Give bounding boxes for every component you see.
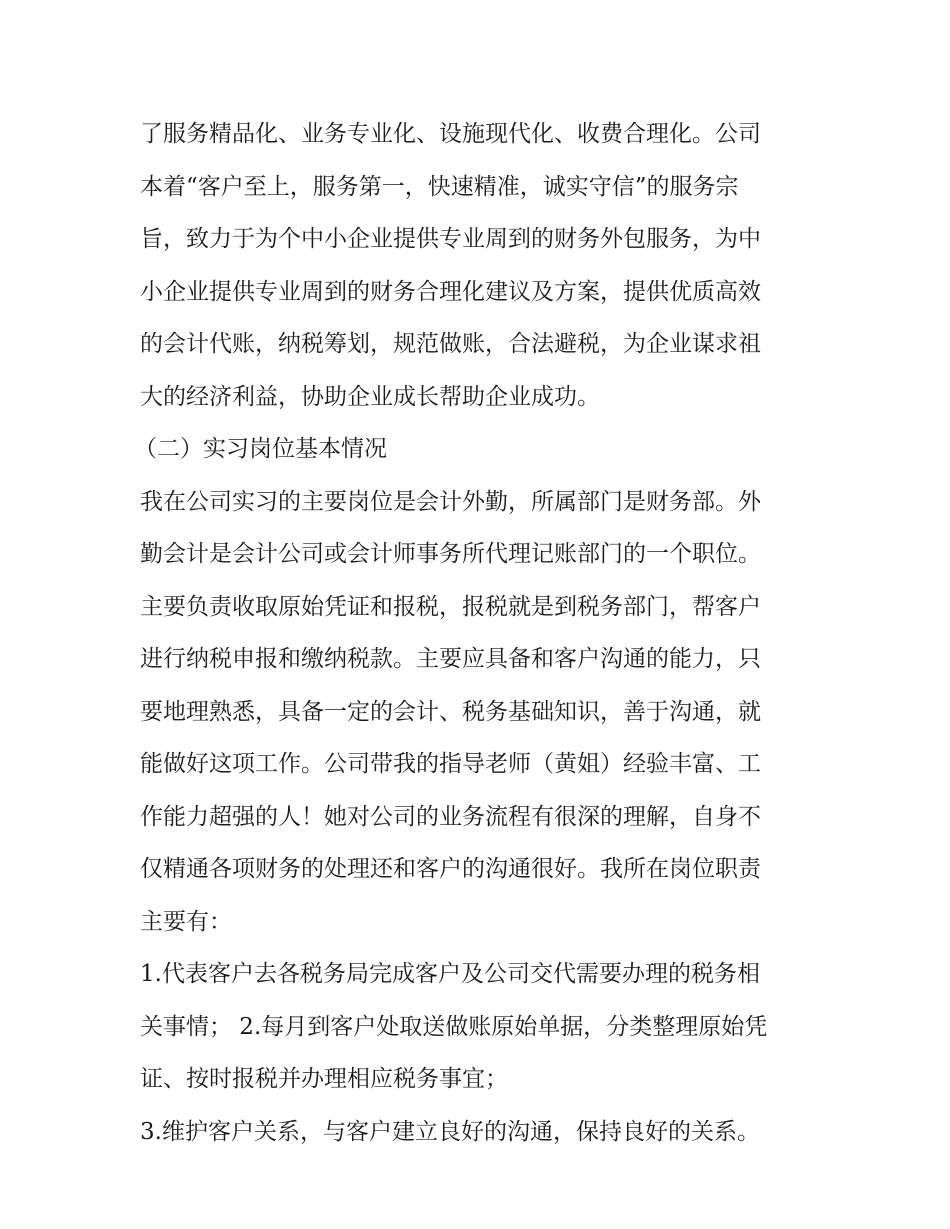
paragraph-line: 主要有：: [140, 908, 232, 935]
paragraph-line: 仅精通各项财务的处理还和客户的沟通很好。我所在岗位职责: [140, 856, 761, 882]
paragraph-line: 能做好这项工作。公司带我的指导老师（黄姐）经验丰富、工: [140, 751, 761, 777]
paragraph-line: 本着“客户至上，服务第一，快速精准，诚实守信”的服务宗: [140, 173, 739, 200]
paragraph-line: 进行纳税申报和缴纳税款。主要应具备和客户沟通的能力，只: [140, 646, 761, 672]
paragraph-line: 主要负责收取原始凭证和报税，报税就是到税务部门，帮客户: [140, 593, 761, 620]
body-text: [134, 108, 820, 1158]
paragraph-line: 勤会计是会计公司或会计师事务所代理记账部门的一个职位。: [140, 541, 761, 567]
list-item-line: 1.代表客户去各税务局完成客户及公司交代需要办理的税务相: [140, 961, 760, 987]
paragraph-line: 了服务精品化、业务专业化、设施现代化、收费合理化。公司: [140, 121, 761, 147]
paragraph-line: 大的经济利益，协助企业成长帮助企业成功。: [140, 383, 600, 410]
section-heading: （二）实习岗位基本情况: [134, 436, 387, 462]
list-item-line: 证、按时报税并办理相应税务事宜；: [140, 1066, 508, 1092]
list-item-line: 3.维护客户关系，与客户建立良好的沟通，保持良好的关系。: [140, 1118, 760, 1145]
list-item-line: 关事情； 2.每月到客户处取送做账原始单据，分类整理原始凭: [140, 1013, 768, 1040]
paragraph-line: 我在公司实习的主要岗位是会计外勤，所属部门是财务部。外: [140, 488, 761, 515]
paragraph-line: 的会计代账，纳税筹划，规范做账，合法避税，为企业谋求祖: [140, 331, 761, 357]
paragraph-line: 要地理熟悉，具备一定的会计、税务基础知识，善于沟通，就: [140, 698, 761, 725]
paragraph-line: 旨，致力于为个中小企业提供专业周到的财务外包服务，为中: [140, 226, 761, 252]
paragraph-line: 小企业提供专业周到的财务合理化建议及方案，提供优质高效: [140, 278, 761, 305]
paragraph-line: 作能力超强的人！她对公司的业务流程有很深的理解，自身不: [140, 803, 761, 830]
